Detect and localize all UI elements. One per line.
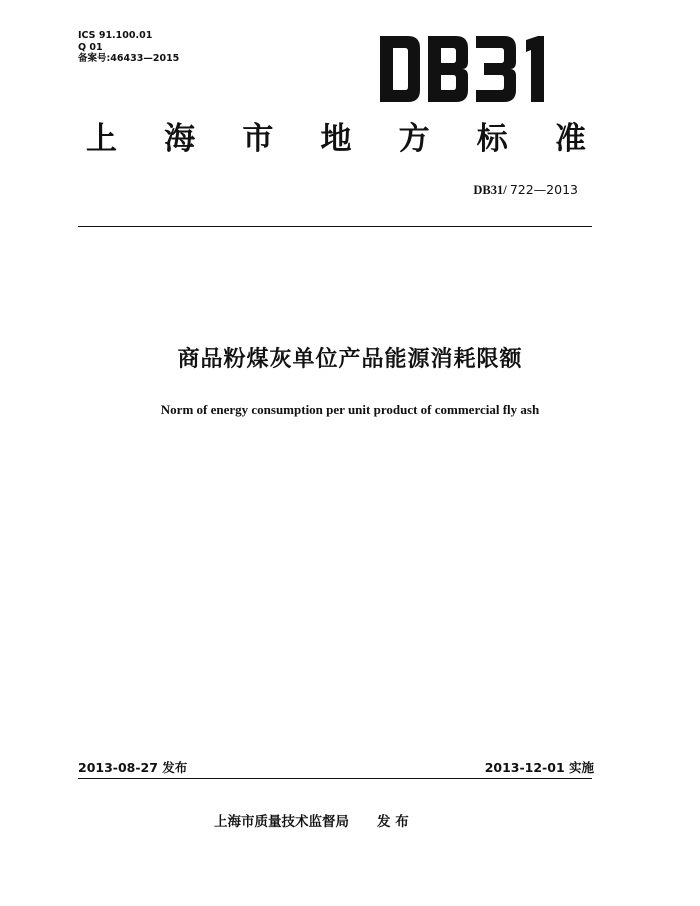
filing-number: 备案号:46433—2015 xyxy=(78,53,180,64)
logo-digit-3 xyxy=(476,36,516,102)
standard-type-char: 海 xyxy=(164,121,196,157)
standard-type-char: 市 xyxy=(242,121,274,157)
issuer-action: 发 布 xyxy=(377,814,409,830)
standard-type-char: 地 xyxy=(320,121,352,157)
logo-digit-1 xyxy=(526,36,544,102)
issuer-name: 上海市质量技术监督局 xyxy=(214,814,349,830)
db31-logo xyxy=(380,36,556,102)
standard-type-char: 标 xyxy=(476,121,508,157)
standard-code-number: 722—2013 xyxy=(509,182,578,197)
standard-type-char: 方 xyxy=(398,121,430,157)
issuer-line xyxy=(214,810,409,830)
logo-letter-d xyxy=(380,36,420,102)
standard-type-title xyxy=(86,118,586,160)
ics-code: ICS 91.100.01 xyxy=(78,30,153,41)
top-divider xyxy=(78,226,592,227)
publish-date: 2013-08-27 发布 xyxy=(78,760,188,775)
standard-type-char: 准 xyxy=(554,121,586,157)
standard-meta xyxy=(78,30,179,65)
implement-date: 2013-12-01 实施 xyxy=(484,760,594,775)
standard-code xyxy=(473,182,578,198)
category-code: Q 01 xyxy=(78,41,103,53)
document-title-en: Norm of energy consumption per unit product of commercial fly ash xyxy=(160,402,540,417)
bottom-divider xyxy=(78,778,592,779)
standard-type-char: 上 xyxy=(86,121,117,157)
logo-letter-b xyxy=(428,36,468,102)
document-title-zh: 商品粉煤灰单位产品能源消耗限额 xyxy=(177,347,523,372)
standard-code-prefix: DB31/ xyxy=(473,183,507,197)
